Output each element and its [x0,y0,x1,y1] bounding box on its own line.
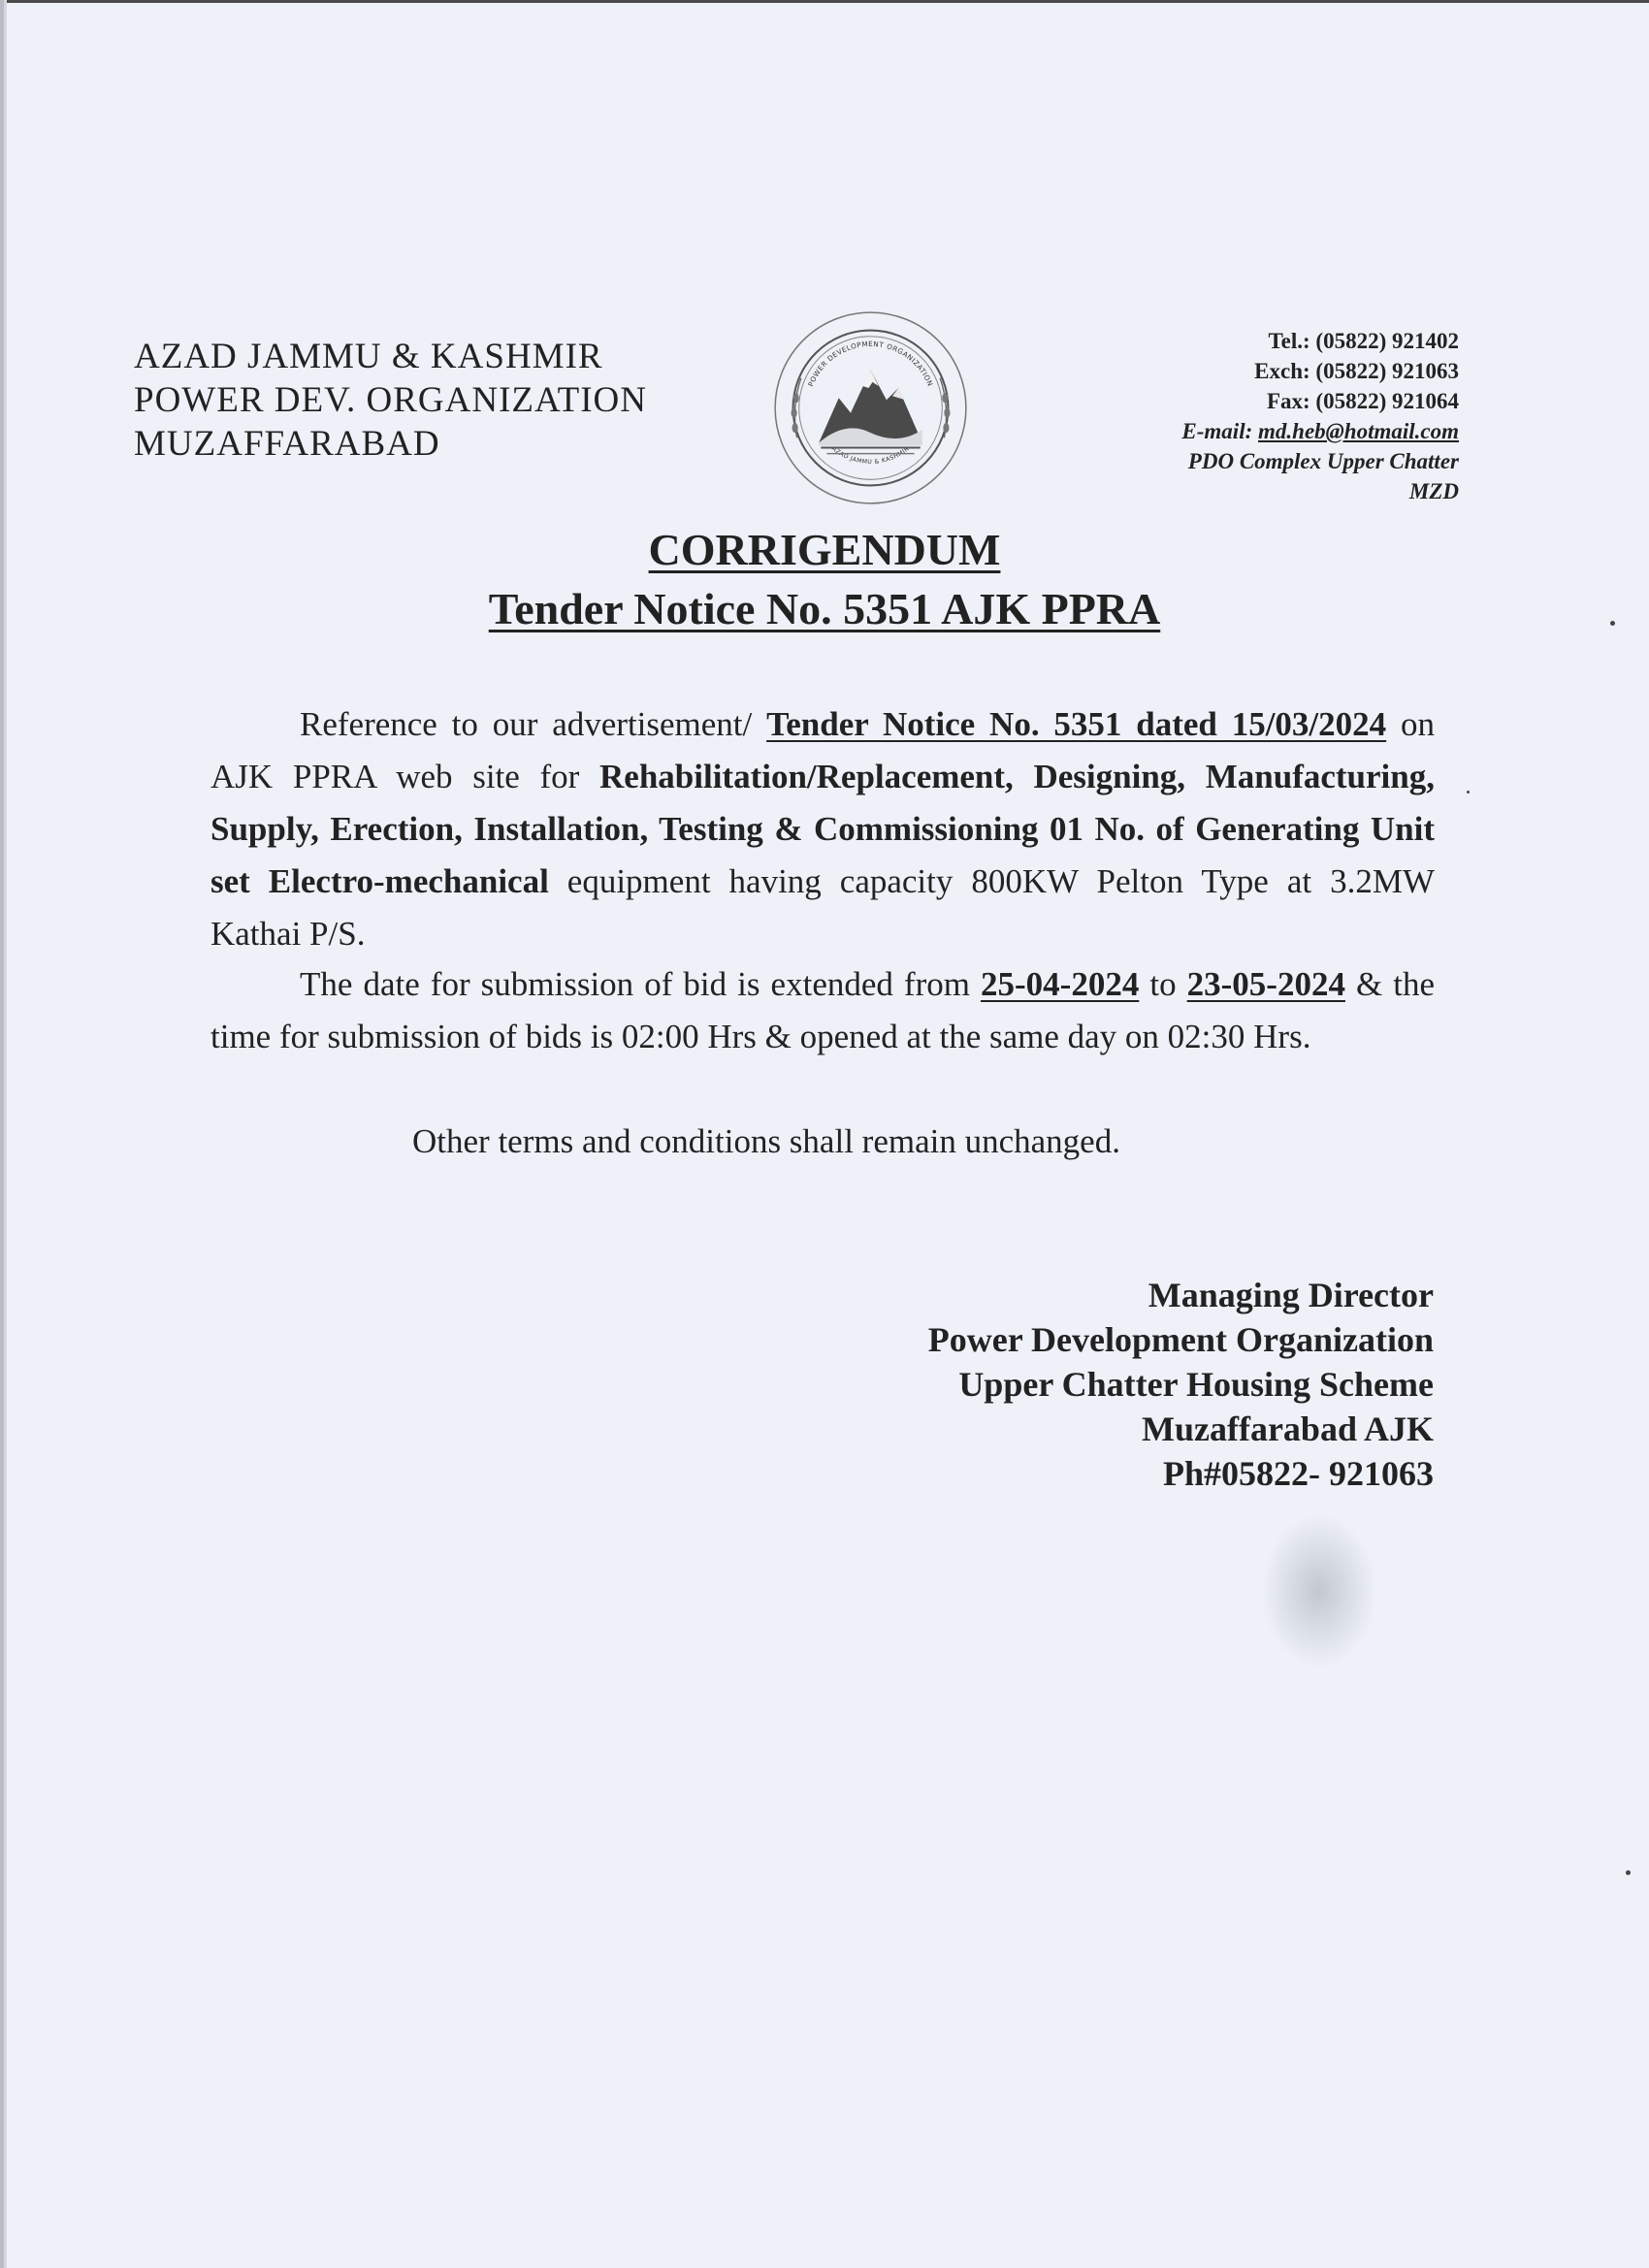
svg-text:AZAD JAMMU & KASHMIR: AZAD JAMMU & KASHMIR [830,445,911,466]
reference-paragraph [210,698,1435,960]
svg-text:POWER DEVELOPMENT ORGANIZATION: POWER DEVELOPMENT ORGANIZATION [806,339,935,388]
signatory-phone: Ph#05822- 921063 [1163,1454,1434,1493]
work-description: Rehabilitation/Replacement, Designing, Manufacturing, Supply, Erection, Installation, Testing & Commissioning 01 No. of Generating Unit set Electro-mechanical [210,758,1435,900]
email-line [1181,416,1459,446]
scan-edge-left-shadow [4,0,7,2268]
extension-paragraph [210,958,1435,1063]
tender-reference: Tender Notice No. 5351 dated 15/03/2024 [766,705,1387,743]
text-run: on AJK PPRA web site for [210,705,1436,795]
signatory-title: Managing Director [1148,1276,1434,1314]
org-line: MUZAFFARABAD [134,424,440,464]
old-date: 25-04-2024 [981,965,1140,1003]
email-link[interactable]: md.heb@hotmail.com [1258,419,1459,443]
contact-block [1181,326,1459,506]
text-run: The date for submission of bid is extended from [300,965,970,1003]
text-run: equipment having capacity 800KW Pelton Type at 3.2MW Kathai P/S. [210,862,1435,953]
closing-paragraph: Other terms and conditions shall remain unchanged. [412,1122,1120,1160]
scan-smudge [1261,1513,1377,1669]
text-run: Reference to our advertisement/ [300,705,753,743]
signatory-city: Muzaffarabad AJK [1142,1409,1434,1448]
text-run: & the time for submission of bids is 02:00 Hrs & opened at the same day on 02:30 Hrs. [210,965,1436,1055]
document-title: CORRIGENDUM [648,525,1001,574]
tel-number: Tel.: (05822) 921402 [1268,329,1459,353]
org-line: AZAD JAMMU & KASHMIR [134,337,603,376]
document-subtitle: Tender Notice No. 5351 AJK PPRA [488,584,1161,633]
signatory-org: Power Development Organization [927,1320,1434,1359]
scan-speck [1626,1870,1631,1875]
pdo-seal-emblem-icon [771,308,970,507]
email-label: E-mail: [1181,419,1253,443]
signatory-address: Upper Chatter Housing Scheme [958,1365,1434,1404]
fax-number: Fax: (05822) 921064 [1266,389,1459,413]
address-line: PDO Complex Upper Chatter [1187,449,1459,473]
signature-block [928,1273,1434,1496]
exch-number: Exch: (05822) 921063 [1254,359,1459,383]
new-date: 23-05-2024 [1186,965,1345,1003]
scan-edge-top [0,0,1649,3]
scan-speck [1467,791,1470,794]
org-line: POWER DEV. ORGANIZATION [134,380,647,420]
address-line: MZD [1408,479,1459,503]
text-run: to [1149,965,1177,1003]
organization-block [134,335,647,466]
